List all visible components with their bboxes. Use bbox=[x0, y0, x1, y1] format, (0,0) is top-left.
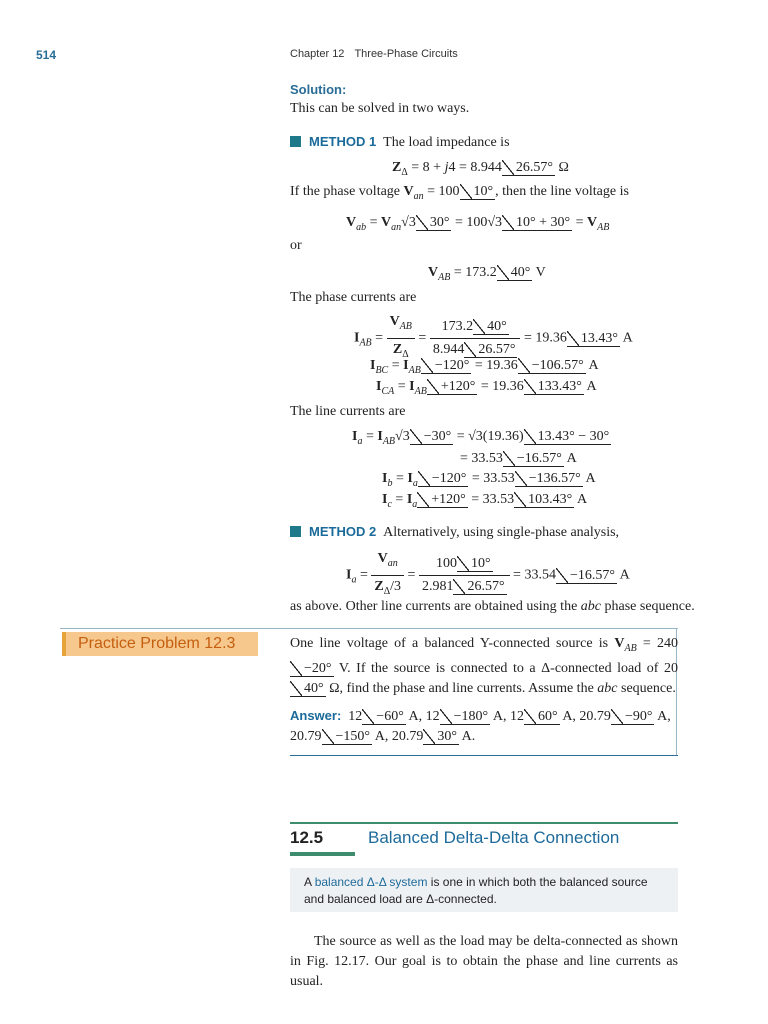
chapter-title: Three-Phase Circuits bbox=[354, 48, 458, 60]
definition-box: A balanced Δ-Δ system is one in which both the balanced source and balanced load are Δ-connected. bbox=[290, 868, 678, 912]
solution-intro: This can be solved in two ways. bbox=[290, 101, 470, 116]
method-square-icon bbox=[290, 526, 301, 537]
solution-heading: Solution: bbox=[290, 82, 347, 97]
equation-load-impedance: $Z_\Delta = 8 + j4 = 8.944$ 26.57° Ω bbox=[392, 160, 569, 178]
section-title: Balanced Delta-Delta Connection bbox=[368, 828, 620, 847]
equation-line-voltage: $V_{ab} = V_{an}√3$ 30° = 100√3 $10^\circ + 30^\circ = V_{AB}$ bbox=[346, 215, 610, 233]
method2-label: METHOD 2 bbox=[309, 524, 377, 539]
answer-label: Answer: bbox=[290, 708, 342, 723]
equation-iab: $I_{AB}$ = $\frac{V_{AB}}{Z_\Delta}$ = $\frac{173.2 40^\circ}{8.944 26.57^\circ}$ = 19.36 13.43° A bbox=[354, 314, 633, 360]
practice-problem-text: One line voltage of a balanced Y-connected source is $V_{AB} = 240-20^\circ$ V. If the source is connected to a Δ-connected load of 2040° Ω, find the phase and line currents. Assume the abc sequence. bbox=[290, 636, 679, 696]
method2-line bbox=[290, 522, 619, 543]
practice-top-rule bbox=[60, 628, 678, 629]
equation-ia: $I_a = I_{AB}√3 -30^\circ = √3(19.36) 13.43^\circ - 30^\circ$ bbox=[352, 429, 610, 447]
equation-ia-result: = 33.53 −16.57° A bbox=[460, 451, 577, 466]
section-number: 12.5 bbox=[290, 828, 324, 847]
method1-label: METHOD 1 bbox=[309, 134, 377, 149]
method1-text: The load impedance is bbox=[383, 135, 510, 150]
or-text: or bbox=[290, 238, 302, 253]
running-header bbox=[290, 48, 458, 60]
method2-conclusion: as above. Other line currents are obtained using the abc phase sequence. bbox=[290, 599, 695, 614]
equation-vab: $V_{AB} = 173.2$ 40° V bbox=[428, 265, 546, 283]
section-top-rule bbox=[290, 822, 678, 824]
equation-ica: $I_{CA} = I_{AB} +120^\circ = 19.36$ 133.43° A bbox=[376, 379, 597, 397]
practice-answer: Answer: 12 −60° A, 12 −180° A, 12 60° A, 20.79 −90° A, 20.79 −150° A, 20.79 30° A. bbox=[290, 708, 671, 744]
method1-line bbox=[290, 132, 510, 153]
equation-ia-single-phase: $I_a$ = $\frac{V_{an}}{Z_\Delta/3}$ = $\frac{100 10^\circ}{2.981 26.57^\circ}$ = 33.54 −16.57° A bbox=[346, 551, 630, 597]
phase-currents-text: The phase currents are bbox=[290, 290, 417, 305]
practice-problem-label: Practice Problem 12.3 bbox=[62, 632, 258, 656]
section-number-underline bbox=[290, 852, 355, 856]
equation-ic: $I_c = I_a +120^\circ = 33.53$ 103.43° A bbox=[382, 492, 588, 510]
method-square-icon bbox=[290, 136, 301, 147]
equation-ibc: $I_{BC} = I_{AB} -120^\circ = 19.36 -106.57^\circ$ A bbox=[370, 358, 599, 376]
phase-voltage-line: If the phase voltage $V_{an} = 100$ 10° , then the line voltage is bbox=[290, 184, 629, 202]
section-body: The source as well as the load may be delta-connected as shown in Fig. 12.17. Our goal is to obtain the phase and line currents as usual. bbox=[290, 934, 678, 989]
page-number: 514 bbox=[36, 48, 57, 62]
definition-keyword: balanced Δ-Δ system bbox=[314, 875, 428, 889]
method2-text: Alternatively, using single-phase analysis, bbox=[383, 525, 620, 540]
equation-ib: $I_b = I_a -120^\circ = 33.53 -136.57^\circ$ A bbox=[382, 471, 596, 489]
practice-bottom-rule bbox=[290, 755, 678, 756]
chapter-label: Chapter 12 bbox=[290, 48, 345, 60]
line-currents-text: The line currents are bbox=[290, 404, 406, 419]
